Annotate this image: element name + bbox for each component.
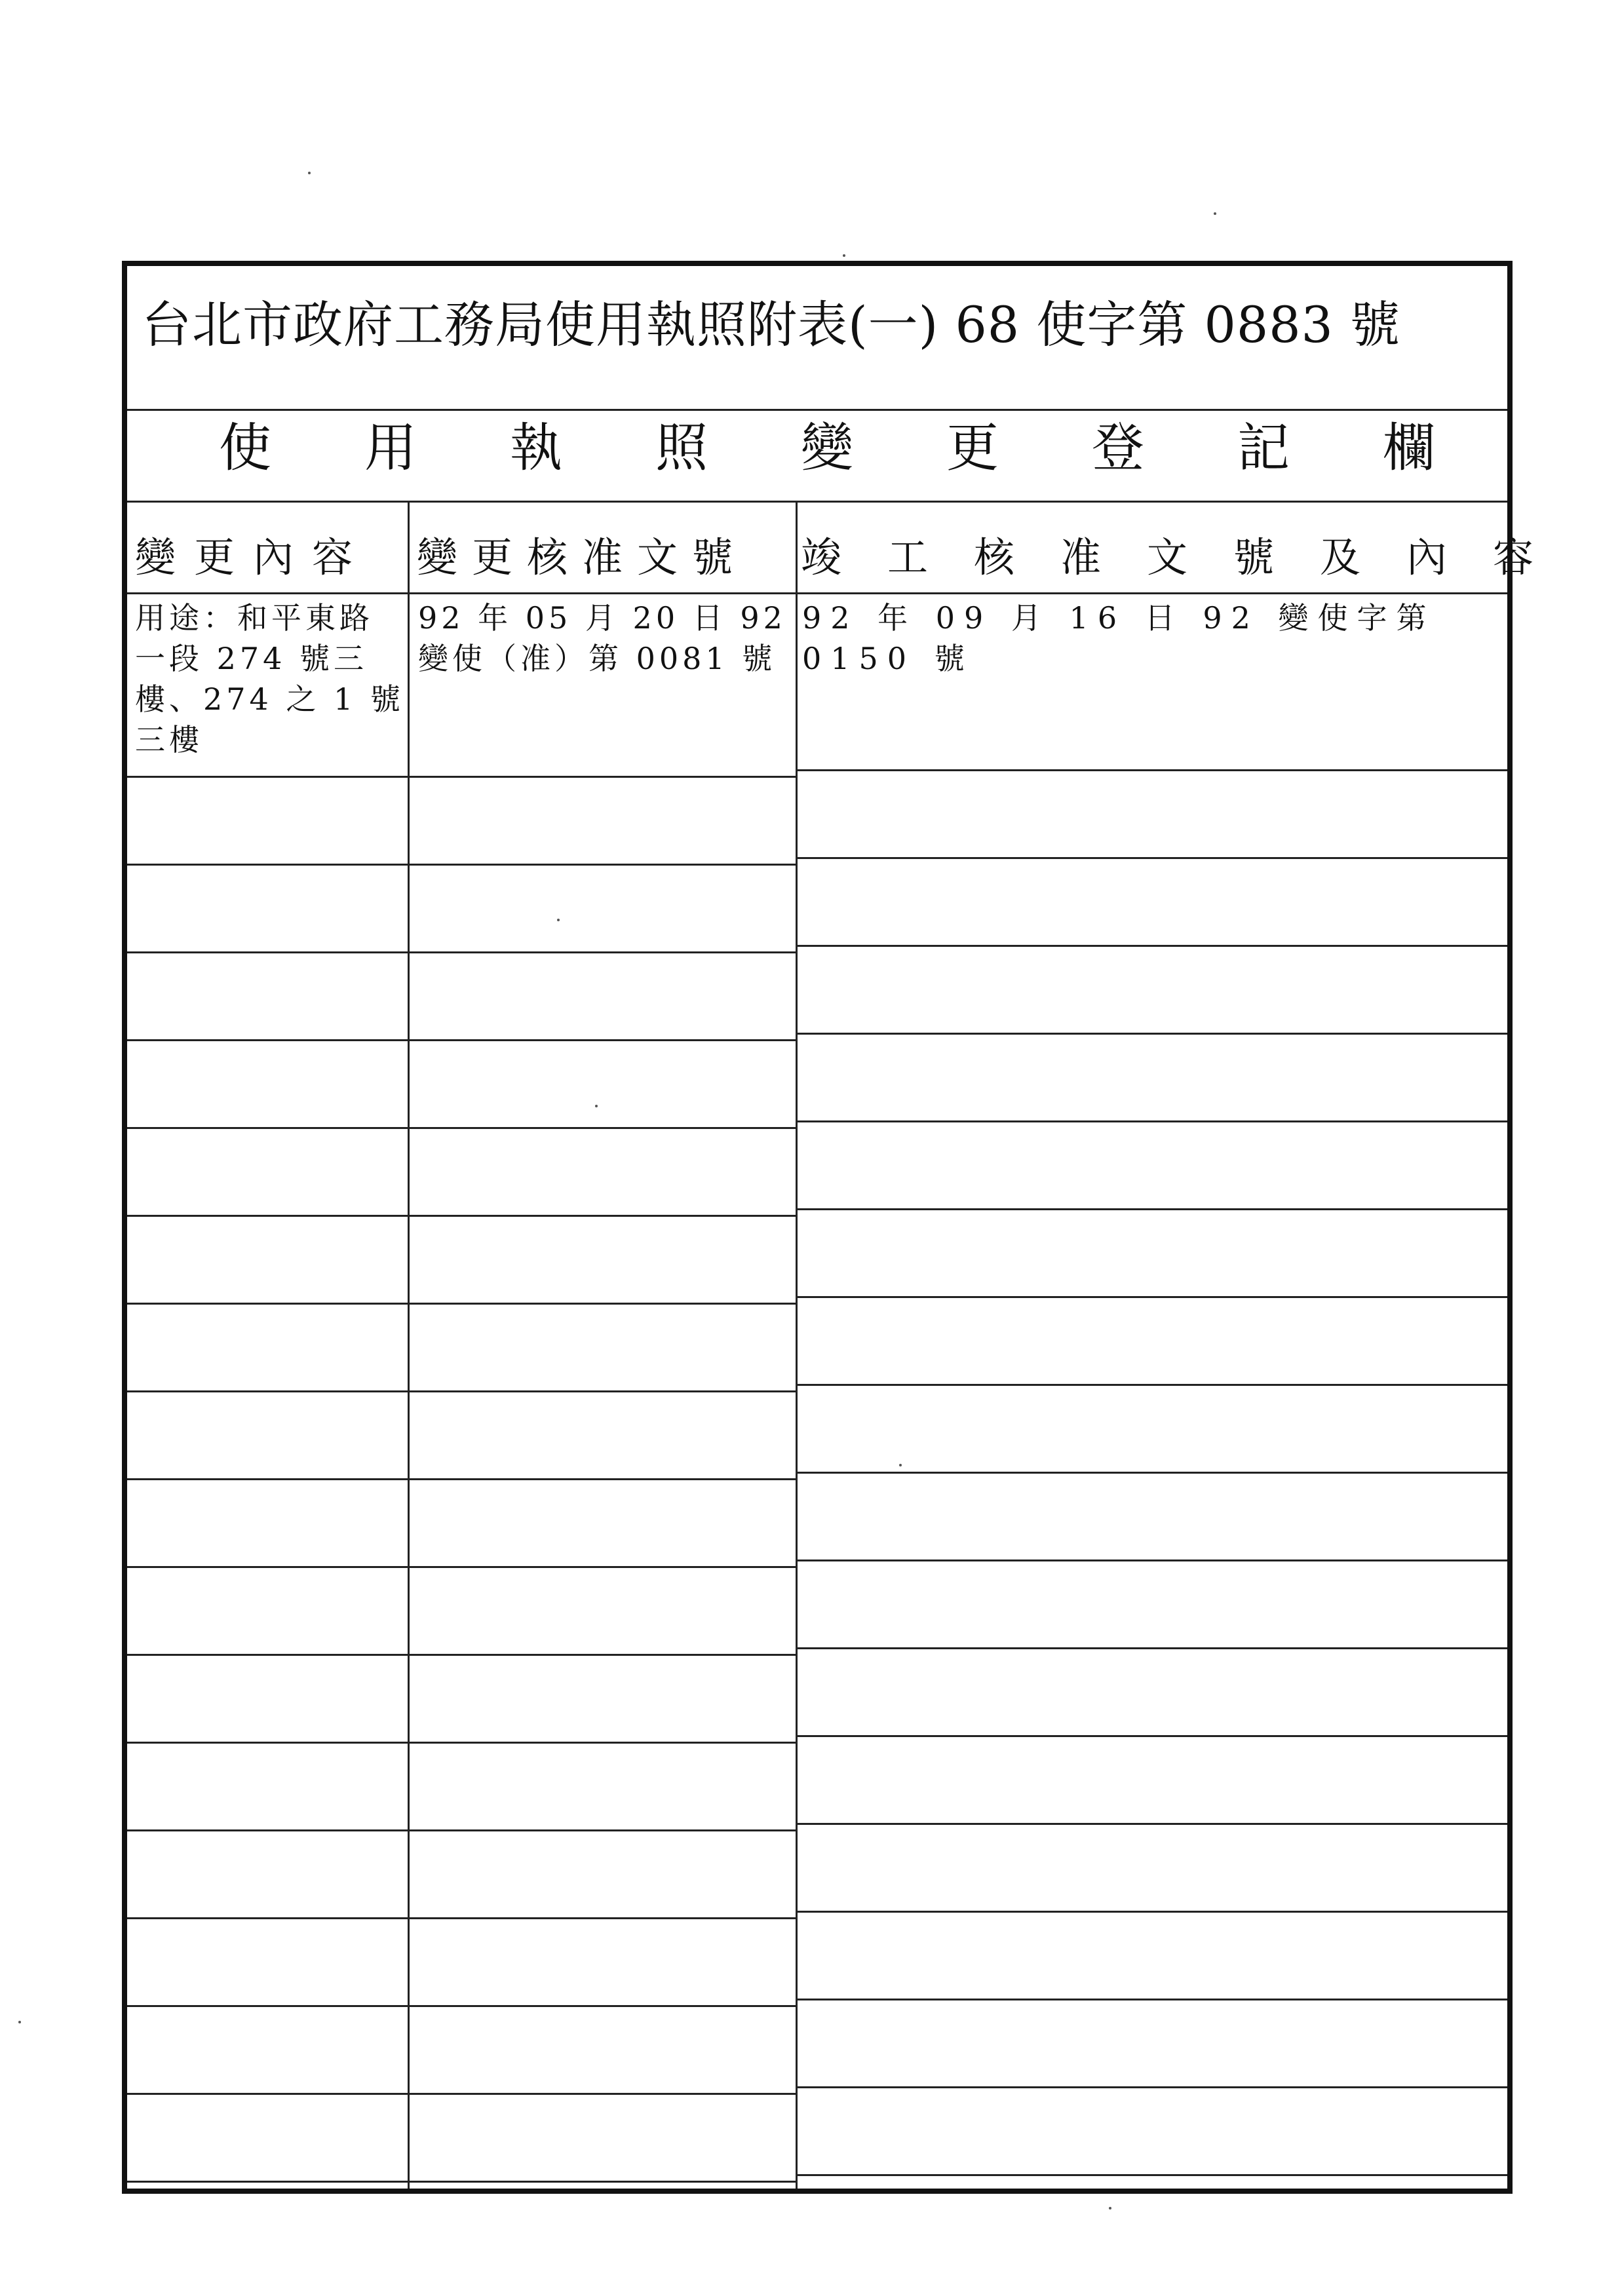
scan-speck: [557, 919, 560, 921]
scan-speck: [18, 2021, 21, 2023]
row-divider: [797, 1823, 1507, 1825]
divider: [127, 501, 1507, 503]
row-divider: [797, 1208, 1507, 1210]
scan-speck: [595, 1105, 598, 1107]
row-divider: [797, 1296, 1507, 1298]
registration-form: [122, 261, 1580, 2194]
row-divider: [797, 1999, 1507, 2000]
column-divider: [796, 501, 798, 2189]
row-divider: [127, 2093, 797, 2095]
subtitle-char: 變: [801, 417, 853, 478]
header-change-content: 變更內容: [135, 533, 372, 581]
form-subtitle: [127, 417, 1507, 478]
row-divider: [797, 1559, 1507, 1561]
row-divider: [797, 1911, 1507, 1913]
row-divider: [127, 2005, 797, 2007]
row-divider: [797, 2174, 1507, 2176]
column-divider: [408, 501, 410, 2189]
row-divider: [797, 769, 1507, 771]
row-divider: [797, 1033, 1507, 1035]
subtitle-char: 更: [946, 417, 999, 478]
subtitle-char: 使: [219, 417, 271, 478]
row-divider: [797, 1120, 1507, 1122]
row-divider: [127, 1039, 797, 1041]
row-divider: [127, 1215, 797, 1217]
row-divider: [127, 776, 797, 778]
scan-speck: [899, 1464, 902, 1466]
subtitle-char: 欄: [1383, 417, 1435, 478]
subtitle-char: 記: [1237, 417, 1290, 478]
divider: [127, 592, 1507, 594]
row-divider: [127, 1742, 797, 1744]
header-approval-no: 變更核准文號: [417, 533, 748, 581]
scan-speck: [308, 172, 311, 174]
row-divider: [127, 1303, 797, 1305]
header-completion: 竣工核准文號及內容: [801, 533, 1580, 581]
row-divider: [127, 1127, 797, 1129]
row-divider: [797, 1384, 1507, 1386]
row-divider: [127, 1654, 797, 1656]
row-divider: [127, 1566, 797, 1568]
row-divider: [127, 1390, 797, 1392]
row-divider: [797, 945, 1507, 947]
subtitle-char: 執: [510, 417, 562, 478]
row-divider: [797, 1472, 1507, 1474]
row-divider: [127, 1829, 797, 1831]
scan-speck: [843, 254, 845, 257]
row-divider: [127, 951, 797, 953]
subtitle-char: 用: [364, 417, 417, 478]
row-divider: [127, 864, 797, 866]
row-divider: [797, 857, 1507, 859]
scan-speck: [1214, 212, 1216, 215]
row-divider: [797, 1735, 1507, 1737]
row-divider: [127, 1478, 797, 1480]
form-title: 台北市政府工務局使用執照附表(一) 68 使字第 0883 號: [142, 296, 1401, 354]
divider: [127, 409, 1507, 411]
row-divider: [127, 2181, 797, 2183]
row-approval-no: 92 年 05 月 20 日 92 變使（准）第 0081 號: [418, 600, 786, 676]
row-divider: [127, 1917, 797, 1919]
subtitle-char: 登: [1092, 417, 1144, 478]
subtitle-char: 照: [655, 417, 708, 478]
row-divider: [797, 2086, 1507, 2088]
row-divider: [797, 1647, 1507, 1649]
row-change-content: 用途：和平東路一段 274 號三樓、274 之 1 號三樓: [135, 600, 404, 757]
scan-speck: [1109, 2207, 1111, 2210]
row-completion: 92 年 09 月 16 日 92 變使字第 0150 號: [802, 600, 1436, 676]
